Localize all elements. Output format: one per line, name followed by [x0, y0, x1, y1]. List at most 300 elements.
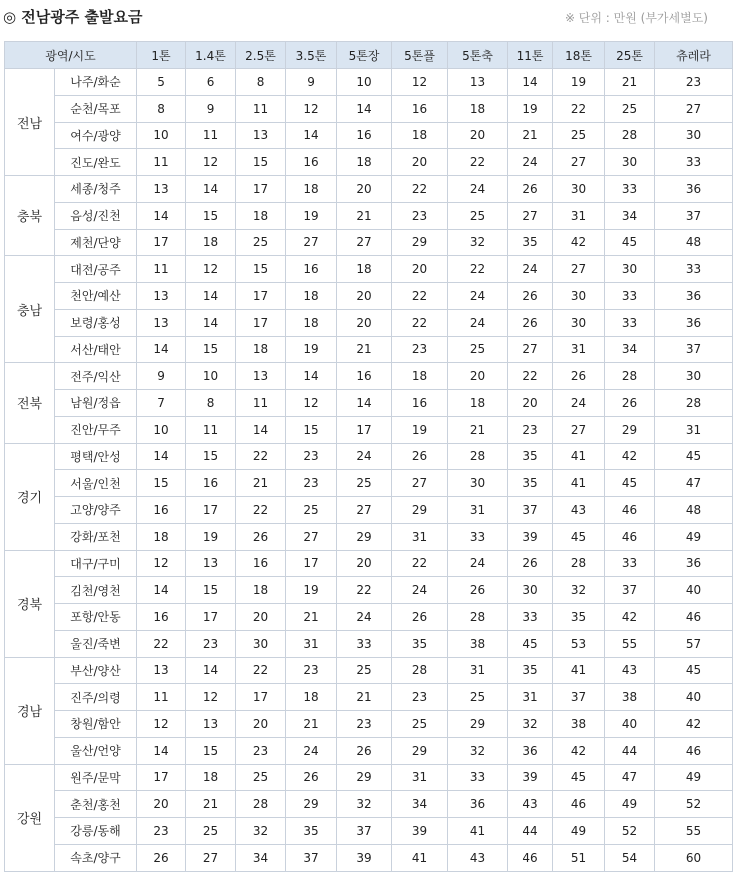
- table-row: [5, 309, 733, 336]
- destination-cell: 평택/안성: [55, 443, 137, 470]
- fare-cell: 11: [186, 416, 236, 443]
- fare-cell: 19: [286, 202, 337, 229]
- fare-cell: 25: [392, 711, 448, 738]
- fare-cell: 25: [337, 657, 392, 684]
- fare-cell: 21: [448, 416, 508, 443]
- fare-cell: 51: [553, 844, 605, 871]
- destination-cell: 원주/문막: [55, 764, 137, 791]
- fare-cell: 29: [448, 711, 508, 738]
- fare-cell: 14: [137, 336, 186, 363]
- fare-cell: 33: [605, 283, 655, 310]
- fare-cell: 41: [553, 470, 605, 497]
- fare-cell: 17: [236, 283, 286, 310]
- fare-cell: 11: [137, 684, 186, 711]
- fare-cell: 21: [236, 470, 286, 497]
- fare-cell: 15: [236, 149, 286, 176]
- table-row: [5, 202, 733, 229]
- fare-cell: 10: [337, 69, 392, 96]
- fare-cell: 21: [605, 69, 655, 96]
- fare-cell: 31: [392, 523, 448, 550]
- fare-cell: 60: [655, 844, 733, 871]
- destination-cell: 서산/태안: [55, 336, 137, 363]
- fare-cell: 18: [448, 95, 508, 122]
- destination-cell: 보령/홍성: [55, 309, 137, 336]
- fare-cell: 45: [553, 523, 605, 550]
- fare-cell: 22: [448, 256, 508, 283]
- fare-cell: 45: [605, 229, 655, 256]
- fare-cell: 48: [655, 497, 733, 524]
- destination-cell: 여수/광양: [55, 122, 137, 149]
- fare-cell: 35: [508, 229, 553, 256]
- fare-cell: 18: [236, 577, 286, 604]
- fare-cell: 22: [236, 497, 286, 524]
- fare-cell: 26: [392, 604, 448, 631]
- fare-cell: 14: [337, 390, 392, 417]
- column-header-6: 5톤플: [392, 42, 448, 69]
- fare-cell: 6: [186, 69, 236, 96]
- fare-cell: 57: [655, 630, 733, 657]
- fare-cell: 23: [236, 737, 286, 764]
- fare-cell: 35: [508, 470, 553, 497]
- fare-cell: 26: [286, 764, 337, 791]
- fare-cell: 14: [186, 309, 236, 336]
- fare-cell: 45: [655, 443, 733, 470]
- fare-cell: 35: [553, 604, 605, 631]
- fare-cell: 22: [448, 149, 508, 176]
- fare-cell: 18: [186, 229, 236, 256]
- fare-cell: 32: [337, 791, 392, 818]
- fare-cell: 45: [605, 470, 655, 497]
- table-row: [5, 711, 733, 738]
- table-row: [5, 737, 733, 764]
- fare-cell: 33: [448, 523, 508, 550]
- fare-cell: 18: [186, 764, 236, 791]
- fare-cell: 35: [392, 630, 448, 657]
- fare-cell: 27: [286, 229, 337, 256]
- fare-cell: 33: [655, 149, 733, 176]
- fare-cell: 37: [553, 684, 605, 711]
- fare-cell: 12: [286, 95, 337, 122]
- fare-cell: 39: [508, 764, 553, 791]
- fare-cell: 16: [186, 470, 236, 497]
- destination-cell: 제천/단양: [55, 229, 137, 256]
- fare-cell: 11: [236, 95, 286, 122]
- fare-cell: 33: [337, 630, 392, 657]
- region-cell: 충북: [5, 176, 55, 256]
- fare-cell: 20: [392, 256, 448, 283]
- fare-cell: 20: [236, 711, 286, 738]
- fare-cell: 14: [137, 443, 186, 470]
- fare-cell: 18: [392, 122, 448, 149]
- table-row: [5, 764, 733, 791]
- destination-cell: 울진/죽변: [55, 630, 137, 657]
- fare-cell: 11: [137, 149, 186, 176]
- fare-cell: 21: [337, 202, 392, 229]
- fare-cell: 31: [448, 497, 508, 524]
- fare-cell: 25: [448, 684, 508, 711]
- fare-cell: 55: [655, 818, 733, 845]
- fare-cell: 18: [236, 202, 286, 229]
- table-body: [5, 69, 733, 872]
- column-header-2: 1.4톤: [186, 42, 236, 69]
- fare-cell: 49: [655, 764, 733, 791]
- fare-cell: 20: [508, 390, 553, 417]
- table-row: [5, 363, 733, 390]
- fare-cell: 22: [392, 283, 448, 310]
- fare-cell: 29: [286, 791, 337, 818]
- fare-cell: 13: [236, 363, 286, 390]
- fare-cell: 22: [553, 95, 605, 122]
- fare-cell: 27: [508, 336, 553, 363]
- fare-cell: 27: [553, 416, 605, 443]
- fare-cell: 18: [286, 309, 337, 336]
- fare-cell: 22: [236, 657, 286, 684]
- fare-cell: 23: [286, 657, 337, 684]
- fare-cell: 31: [392, 764, 448, 791]
- destination-cell: 서울/인천: [55, 470, 137, 497]
- fare-cell: 19: [186, 523, 236, 550]
- table-row: [5, 844, 733, 871]
- fare-cell: 28: [605, 363, 655, 390]
- fare-cell: 36: [655, 283, 733, 310]
- fare-cell: 43: [448, 844, 508, 871]
- table-row: [5, 550, 733, 577]
- fare-cell: 25: [448, 202, 508, 229]
- fare-cell: 28: [236, 791, 286, 818]
- table-row: [5, 336, 733, 363]
- destination-cell: 세종/청주: [55, 176, 137, 203]
- fare-cell: 38: [448, 630, 508, 657]
- fare-cell: 54: [605, 844, 655, 871]
- fare-cell: 30: [605, 149, 655, 176]
- fare-cell: 24: [553, 390, 605, 417]
- fare-cell: 18: [286, 176, 337, 203]
- fare-cell: 26: [508, 283, 553, 310]
- fare-cell: 34: [605, 336, 655, 363]
- fare-cell: 18: [286, 684, 337, 711]
- fare-cell: 30: [655, 363, 733, 390]
- fare-cell: 5: [137, 69, 186, 96]
- fare-cell: 17: [286, 550, 337, 577]
- page-title: ◎ 전남광주 출발요금: [3, 8, 143, 26]
- fare-cell: 18: [337, 256, 392, 283]
- fare-cell: 24: [508, 149, 553, 176]
- fare-cell: 26: [337, 737, 392, 764]
- fare-cell: 40: [605, 711, 655, 738]
- fare-table: [4, 41, 733, 872]
- table-row: [5, 416, 733, 443]
- fare-cell: 44: [605, 737, 655, 764]
- fare-cell: 18: [448, 390, 508, 417]
- fare-cell: 20: [137, 791, 186, 818]
- fare-cell: 16: [337, 363, 392, 390]
- fare-cell: 45: [553, 764, 605, 791]
- fare-cell: 28: [553, 550, 605, 577]
- destination-cell: 울산/언양: [55, 737, 137, 764]
- fare-cell: 25: [337, 470, 392, 497]
- fare-cell: 52: [655, 791, 733, 818]
- table-row: [5, 283, 733, 310]
- region-cell: 전북: [5, 363, 55, 443]
- destination-cell: 순천/목포: [55, 95, 137, 122]
- fare-cell: 13: [137, 176, 186, 203]
- fare-cell: 32: [448, 737, 508, 764]
- destination-cell: 고양/양주: [55, 497, 137, 524]
- fare-cell: 29: [392, 497, 448, 524]
- table-row: [5, 684, 733, 711]
- fare-cell: 10: [186, 363, 236, 390]
- fare-cell: 22: [508, 363, 553, 390]
- region-cell: 전남: [5, 69, 55, 176]
- fare-cell: 27: [337, 229, 392, 256]
- fare-cell: 16: [137, 604, 186, 631]
- region-cell: 경북: [5, 550, 55, 657]
- fare-cell: 37: [605, 577, 655, 604]
- fare-cell: 23: [337, 711, 392, 738]
- fare-cell: 15: [186, 336, 236, 363]
- fare-cell: 20: [337, 283, 392, 310]
- fare-cell: 26: [508, 309, 553, 336]
- fare-cell: 19: [286, 336, 337, 363]
- fare-cell: 30: [655, 122, 733, 149]
- fare-cell: 45: [508, 630, 553, 657]
- fare-cell: 27: [186, 844, 236, 871]
- fare-cell: 16: [236, 550, 286, 577]
- table-header: [5, 42, 733, 69]
- fare-cell: 26: [508, 176, 553, 203]
- fare-cell: 36: [655, 309, 733, 336]
- column-header-8: 11톤: [508, 42, 553, 69]
- fare-cell: 11: [236, 390, 286, 417]
- destination-cell: 부산/양산: [55, 657, 137, 684]
- fare-cell: 16: [337, 122, 392, 149]
- fare-cell: 36: [655, 176, 733, 203]
- fare-cell: 20: [392, 149, 448, 176]
- header-row: [5, 42, 733, 69]
- fare-cell: 46: [508, 844, 553, 871]
- fare-cell: 15: [137, 470, 186, 497]
- fare-cell: 33: [655, 256, 733, 283]
- fare-cell: 27: [655, 95, 733, 122]
- fare-cell: 33: [605, 176, 655, 203]
- fare-cell: 9: [186, 95, 236, 122]
- fare-cell: 13: [137, 283, 186, 310]
- fare-cell: 15: [236, 256, 286, 283]
- fare-cell: 30: [553, 176, 605, 203]
- fare-cell: 40: [655, 684, 733, 711]
- fare-cell: 47: [605, 764, 655, 791]
- fare-cell: 27: [286, 523, 337, 550]
- fare-cell: 17: [236, 176, 286, 203]
- fare-cell: 25: [236, 764, 286, 791]
- fare-cell: 39: [508, 523, 553, 550]
- fare-cell: 23: [392, 336, 448, 363]
- fare-cell: 14: [186, 657, 236, 684]
- fare-cell: 10: [137, 416, 186, 443]
- fare-cell: 22: [137, 630, 186, 657]
- fare-cell: 24: [392, 577, 448, 604]
- fare-cell: 33: [508, 604, 553, 631]
- fare-cell: 34: [605, 202, 655, 229]
- table-row: [5, 791, 733, 818]
- fare-cell: 33: [605, 309, 655, 336]
- column-header-region: 광역/시도: [5, 42, 137, 69]
- fare-cell: 49: [655, 523, 733, 550]
- fare-cell: 39: [392, 818, 448, 845]
- fare-cell: 20: [236, 604, 286, 631]
- fare-cell: 8: [186, 390, 236, 417]
- table-row: [5, 497, 733, 524]
- fare-cell: 35: [286, 818, 337, 845]
- fare-cell: 22: [392, 309, 448, 336]
- table-row: [5, 229, 733, 256]
- fare-cell: 26: [236, 523, 286, 550]
- fare-cell: 42: [605, 443, 655, 470]
- fare-cell: 14: [137, 577, 186, 604]
- fare-cell: 36: [655, 550, 733, 577]
- table-row: [5, 577, 733, 604]
- fare-cell: 13: [186, 711, 236, 738]
- fare-cell: 26: [137, 844, 186, 871]
- fare-cell: 35: [508, 657, 553, 684]
- fare-cell: 30: [448, 470, 508, 497]
- region-cell: 경남: [5, 657, 55, 764]
- fare-cell: 14: [236, 416, 286, 443]
- fare-cell: 24: [337, 443, 392, 470]
- fare-cell: 16: [392, 390, 448, 417]
- fare-cell: 16: [286, 256, 337, 283]
- destination-cell: 강릉/동해: [55, 818, 137, 845]
- fare-cell: 27: [337, 497, 392, 524]
- column-header-10: 25톤: [605, 42, 655, 69]
- fare-cell: 12: [186, 256, 236, 283]
- fare-cell: 12: [392, 69, 448, 96]
- fare-cell: 23: [392, 684, 448, 711]
- fare-cell: 44: [508, 818, 553, 845]
- table-row: [5, 443, 733, 470]
- fare-cell: 9: [137, 363, 186, 390]
- region-cell: 강원: [5, 764, 55, 871]
- table-row: [5, 69, 733, 96]
- column-header-9: 18톤: [553, 42, 605, 69]
- fare-cell: 29: [605, 416, 655, 443]
- fare-cell: 28: [448, 604, 508, 631]
- fare-cell: 37: [655, 336, 733, 363]
- destination-cell: 춘천/홍천: [55, 791, 137, 818]
- fare-cell: 25: [186, 818, 236, 845]
- fare-cell: 34: [236, 844, 286, 871]
- fare-cell: 14: [508, 69, 553, 96]
- fare-cell: 26: [392, 443, 448, 470]
- destination-cell: 속초/양구: [55, 844, 137, 871]
- table-row: [5, 818, 733, 845]
- destination-cell: 나주/화순: [55, 69, 137, 96]
- destination-cell: 진도/완도: [55, 149, 137, 176]
- destination-cell: 전주/익산: [55, 363, 137, 390]
- fare-cell: 13: [137, 657, 186, 684]
- fare-cell: 41: [553, 443, 605, 470]
- fare-cell: 55: [605, 630, 655, 657]
- fare-cell: 21: [508, 122, 553, 149]
- fare-cell: 25: [286, 497, 337, 524]
- fare-cell: 29: [337, 764, 392, 791]
- table-row: [5, 256, 733, 283]
- fare-cell: 45: [655, 657, 733, 684]
- table-row: [5, 604, 733, 631]
- fare-cell: 19: [392, 416, 448, 443]
- fare-cell: 24: [448, 283, 508, 310]
- table-row: [5, 122, 733, 149]
- fare-cell: 29: [337, 523, 392, 550]
- fare-cell: 21: [337, 336, 392, 363]
- fare-cell: 18: [236, 336, 286, 363]
- fare-cell: 13: [448, 69, 508, 96]
- table-row: [5, 149, 733, 176]
- fare-cell: 11: [186, 122, 236, 149]
- destination-cell: 진안/무주: [55, 416, 137, 443]
- fare-cell: 49: [605, 791, 655, 818]
- fare-cell: 14: [286, 363, 337, 390]
- fare-cell: 42: [655, 711, 733, 738]
- fare-cell: 20: [448, 363, 508, 390]
- fare-cell: 38: [605, 684, 655, 711]
- fare-cell: 14: [186, 283, 236, 310]
- table-row: [5, 470, 733, 497]
- column-header-11: 츄레라: [655, 42, 733, 69]
- fare-cell: 25: [605, 95, 655, 122]
- destination-cell: 대전/공주: [55, 256, 137, 283]
- destination-cell: 포항/안동: [55, 604, 137, 631]
- fare-cell: 46: [605, 497, 655, 524]
- fare-cell: 31: [655, 416, 733, 443]
- fare-cell: 17: [337, 416, 392, 443]
- fare-cell: 46: [553, 791, 605, 818]
- fare-cell: 12: [186, 684, 236, 711]
- fare-cell: 32: [553, 577, 605, 604]
- fare-cell: 31: [448, 657, 508, 684]
- fare-cell: 17: [236, 684, 286, 711]
- fare-cell: 32: [236, 818, 286, 845]
- fare-cell: 14: [186, 176, 236, 203]
- fare-cell: 14: [137, 202, 186, 229]
- fare-cell: 34: [392, 791, 448, 818]
- fare-cell: 26: [508, 550, 553, 577]
- fare-cell: 13: [137, 309, 186, 336]
- fare-cell: 16: [392, 95, 448, 122]
- fare-cell: 29: [392, 737, 448, 764]
- fare-cell: 22: [392, 176, 448, 203]
- fare-cell: 37: [286, 844, 337, 871]
- fare-cell: 52: [605, 818, 655, 845]
- fare-cell: 37: [337, 818, 392, 845]
- fare-cell: 24: [337, 604, 392, 631]
- fare-cell: 20: [337, 309, 392, 336]
- fare-cell: 15: [186, 443, 236, 470]
- table-row: [5, 390, 733, 417]
- fare-cell: 29: [392, 229, 448, 256]
- fare-cell: 21: [337, 684, 392, 711]
- fare-cell: 23: [286, 443, 337, 470]
- fare-cell: 42: [553, 737, 605, 764]
- destination-cell: 강화/포천: [55, 523, 137, 550]
- fare-cell: 24: [286, 737, 337, 764]
- fare-cell: 7: [137, 390, 186, 417]
- fare-cell: 30: [508, 577, 553, 604]
- fare-cell: 23: [392, 202, 448, 229]
- fare-cell: 18: [137, 523, 186, 550]
- fare-cell: 46: [605, 523, 655, 550]
- region-cell: 경기: [5, 443, 55, 550]
